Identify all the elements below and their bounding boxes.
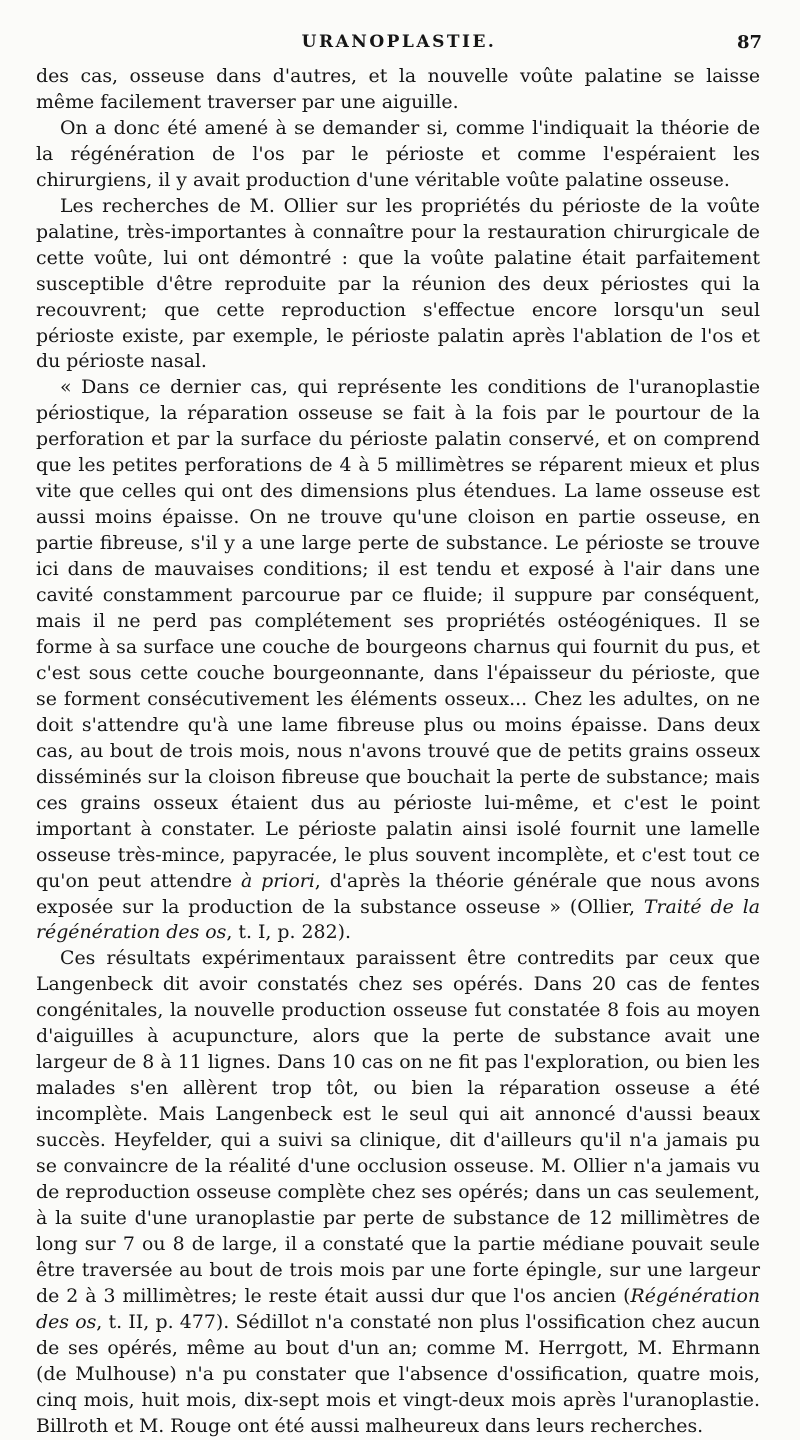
running-head	[36, 32, 762, 56]
paragraph	[36, 194, 760, 376]
paragraph	[36, 375, 760, 946]
paragraph-text: , t. I, p. 282).	[226, 921, 351, 944]
italic-text: à priori	[240, 869, 315, 892]
paragraph-text: , d'après la théorie générale que nous avons exposée sur la production de la substance osseuse » (Ollier,	[36, 869, 760, 918]
paragraph	[36, 946, 760, 1439]
paragraph-text: des cas, osseuse dans d'autres, et la nouvelle voûte palatine se laisse même facilement traverser par une aiguille.	[36, 65, 760, 113]
paragraph	[36, 116, 760, 194]
paragraph-text: « Dans ce dernier cas, qui représente les conditions de l'uranoplastie périostique, la réparation osseuse se fait à la fois par le pourtour de la perforation et par la surface du périoste palatin conservé, et on comprend que les petites perforations de 4 à 5 millimètres se réparent mieux et plus vite que celles qui ont des dimensions plus étendues. La lame osseuse est aussi moins épaisse. On ne trouve qu'une cloison en partie osseuse, en partie fibreuse, s'il y a une large perte de substance. Le périoste se trouve ici dans de mauvaises conditions; il est tendu et exposé à l'air dans une cavité constamment parcourue par ce fluide; il suppure par conséquent, mais il ne perd pas complétement ses propriétés ostéogéniques. Il se forme à sa surface une couche de bourgeons charnus qui fournit du pus, et c'est sous cette couche bourgeonnante, dans l'épaisseur du périoste, que se forment consécutivement les éléments osseux... Chez les adultes, on ne doit s'attendre qu'à une lame fibreuse plus ou moins épaisse. Dans deux cas, au bout de trois mois, nous n'avons trouvé que de petits grains osseux disséminés sur la cloison fibreuse que bouchait la perte de substance; mais ces grains osseux étaient dus au périoste lui-même, et c'est le point important à constater. Le périoste palatin ainsi isolé fournit une lamelle osseuse très-mince, papyracée, le plus souvent incomplète, et c'est tout ce qu'on peut attendre	[36, 376, 760, 892]
page-number: 87	[736, 32, 762, 53]
italic-text: Régénération des os	[36, 1284, 760, 1333]
paragraph-text: Les recherches de M. Ollier sur les propriétés du périoste de la voûte palatine, très-importantes à connaître pour la restauration chirurgicale de cette voûte, lui ont démontré : que la voûte palatine était parfaitement susceptible d'être reproduite par la réunion des deux périostes qui la recouvrent; que cette reproduction s'effectue encore lorsqu'un seul périoste existe, par exemple, le périoste palatin après l'ablation de l'os et du périoste nasal.	[36, 194, 760, 373]
paragraph	[36, 64, 760, 116]
paragraph-text: On a donc été amené à se demander si, comme l'indiquait la théorie de la régénération de l'os par le périoste et comme l'espéraient les chirurgiens, il y avait production d'une véritable voûte palatine osseuse.	[36, 116, 760, 191]
running-title: URANOPLASTIE.	[301, 32, 497, 52]
italic-text: Traité de la régénération des os	[36, 895, 761, 944]
paragraph-text: , t. II, p. 477). Sédillot n'a constaté non plus l'ossification chez aucun de ses opérés, même au bout d'un an; comme M. Herrgott, M. Ehrmann (de Mulhouse) n'a pu constater que l'absence d'ossification, quatre mois, cinq mois, huit mois, dix-sept mois et vingt-deux mois après l'uranoplastie. Billroth et M. Rouge ont été aussi malheureux dans leurs recherches.	[36, 1310, 760, 1437]
paragraph-text: Ces résultats expérimentaux paraissent être contredits par ceux que Langenbeck dit avoir constatés chez ses opérés. Dans 20 cas de fentes congénitales, la nouvelle production osseuse fut constatée 8 fois au moyen d'aiguilles à acupuncture, alors que la perte de substance avait une largeur de 8 à 11 lignes. Dans 10 cas on ne fit pas l'exploration, ou bien les malades s'en allèrent trop tôt, ou bien la réparation osseuse a été incomplète. Mais Langenbeck est le seul qui ait annoncé d'aussi beaux succès. Heyfelder, qui a suivi sa clinique, dit d'ailleurs qu'il n'a jamais pu se convaincre de la réalité d'une occlusion osseuse. M. Ollier n'a jamais vu de reproduction osseuse complète chez ses opérés; dans un cas seulement, à la suite d'une uranoplastie par perte de substance de 12 millimètres de long sur 7 ou 8 de large, il a constaté que la partie médiane pouvait seule être traversée au bout de trois mois par une forte épingle, sur une largeur de 2 à 3 millimètres; le reste était aussi dur que l'os ancien (	[36, 947, 760, 1307]
body-text	[36, 64, 760, 1440]
